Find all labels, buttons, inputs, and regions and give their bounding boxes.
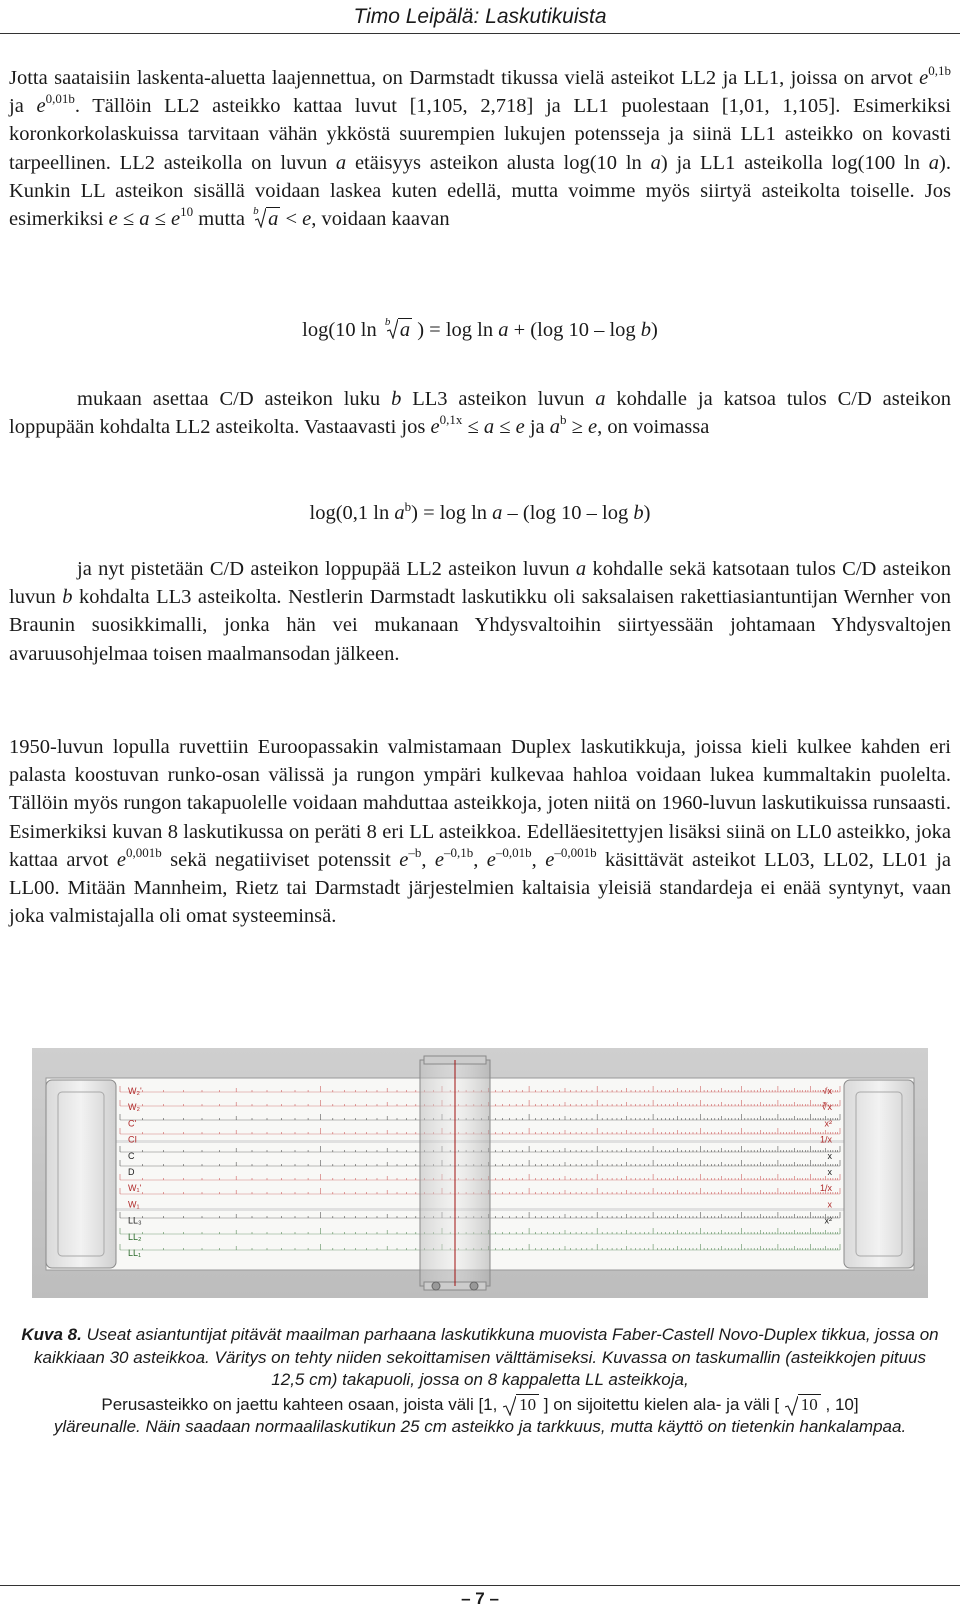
nth-root: b a bbox=[253, 205, 279, 231]
equation-2: log(0,1 $\ln a^b) = \log \ln a - (\log$ 10 – log b) bbox=[309, 499, 651, 524]
scale-label: W₁' bbox=[128, 1183, 142, 1194]
scale-label: CI bbox=[128, 1134, 137, 1145]
scale-label: ∛x bbox=[821, 1102, 832, 1113]
scale-label: x bbox=[827, 1167, 832, 1177]
header-rule bbox=[0, 33, 960, 34]
equation-1: log(10 ln b a ) = log ln a + (log 10 – log b) bbox=[0, 316, 960, 344]
scale-label: 1/x bbox=[819, 1183, 832, 1194]
scale-label: √x bbox=[822, 1086, 832, 1096]
scale-label: D bbox=[128, 1167, 135, 1177]
scale-label: C bbox=[128, 1150, 135, 1161]
square-root-10: 10 bbox=[502, 1394, 539, 1417]
scale-label: W₁ bbox=[128, 1199, 140, 1210]
paragraph-1: Jotta saataisiin laskenta-aluetta laajennettua, on Darmstadt tikussa vielä asteikot LL2 ja LL1, joissa on arvot $e^{0,1b}$ ja $e^{0,01b}$. Tällöin LL2 asteikko kattaa luvut [1,105, 2,718] ja LL1 puolestaan [1,01, 1,105]. Esimerkiksi koronkorkolaskuissa tarvitaan vähän ykköstä suurempien lukujen potensseja ja siinä LL1 asteikko on kovasti tarpeellinen. LL2 asteikolla on luvun a etäisyys asteikon alusta log(10 ln a) ja LL1 asteikolla log(100 ln a). Kunkin LL asteikon sisällä voidaan laskea kuten edellä, mutta voimme myös siirtyä asteikolta toiselle. Jos esimerkiksi $e \le a \le e^{10}$ mutta b a < e, voidaan kaavan bbox=[9, 64, 951, 233]
paragraph-4: 1950-luvun lopulla ruvettiin Euroopassakin valmistamaan Duplex laskutikkuja, joissa kieli kulkee kahden eri palasta koostuvan runko-osan välissä ja rungon ympäri kulkevaa hahloa voidaan lukea kummaltakin puolelta. Tällöin myös rungon takapuolelle voidaan mahduttaa asteikkoja, joten niitä on 1960-luvun laskutikuissa runsaasti. Esimerkiksi kuvan 8 laskutikussa on peräti 8 eri LL asteikkoa. Edelläesitettyjen lisäksi siinä on LL0 asteikko, joka kattaa arvot $e^{0,001b}$ sekä negatiiviset potenssit $e^{-b}$, $e^{-0,1b}$, $e^{-0,01b}$, $e^{-0,001b}$ käsittävät asteikot LL03, LL02, LL01 ja LL00. Mitään Mannheim, Rietz tai Darmstadt järjestelmien kaltaisia yleisiä standardeja ei enää syntynyt, vaan joka valmistajalla oli omat systeeminsä. bbox=[9, 736, 952, 928]
scale-label: x² bbox=[824, 1118, 832, 1129]
nth-root: b a bbox=[384, 316, 411, 341]
scale-label: LL₂ bbox=[128, 1231, 142, 1242]
running-header: Timo Leipälä: Laskutikuista bbox=[353, 5, 607, 28]
page-number: – 7 – bbox=[461, 1589, 499, 1608]
scale-label: x bbox=[827, 1199, 832, 1210]
scale-label: x bbox=[827, 1150, 832, 1161]
slide-rule-photo bbox=[32, 1048, 928, 1298]
figure-caption: Kuva 8. Useat asiantuntijat pitävät maailman parhaana laskutikkuna muovista Faber-Castell Novo-Duplex tikkua, jossa on kaikkiaan 30 asteikkoa. Väritys on tehty niiden sekoittamisen välttämiseksi. Kuvassa on taskumallin (asteikkojen pituus 12,5 cm) takapuoli, jossa on 8 kappaletta LL asteikkoja, Perusasteikko on jaettu kahteen osaan, joista väli [1, 10 ] on sijoitettu kielen ala- ja väli [ 10 , 10] yläreunalle. Näin saadaan normaalilaskutikun 25 cm asteikko ja tarkkuus, mutta käyttö on tietenkin hankalampaa. bbox=[21, 1325, 939, 1436]
scale-label: 1/x bbox=[819, 1134, 832, 1145]
scale-label: W₂ bbox=[128, 1102, 140, 1113]
paragraph-2: mukaan asettaa C/D asteikon luku b LL3 asteikon luvun a kohdalle ja katsoa tulos C/D asteikon loppupään kohdalta LL2 asteikolta. Vastaavasti jos $e^{0,1x} \le a \le e$ ja $a^b \ge e$, on voimassa bbox=[9, 388, 952, 439]
scale-label: C' bbox=[128, 1118, 137, 1129]
square-root-10: 10 bbox=[784, 1394, 821, 1417]
scale-label: LL₃ bbox=[128, 1215, 142, 1226]
scale-label: W₂' bbox=[128, 1086, 142, 1096]
scale-label: x² bbox=[824, 1215, 832, 1226]
paragraph-3: ja nyt pistetään C/D asteikon loppupää LL2 asteikon luvun a kohdalle sekä katsotaan tulos C/D asteikon luvun b kohdalta LL3 asteikolta. Nestlerin Darmstadt laskutikku oli saksalaisen rakettiasiantuntijan Wernher von Braunin suosikkimalli, jonka hän vei mukanaan Yhdysvaltoihin siirtyessään johtamaan Yhdysvaltojen avaruusohjelmaa toisen maalmansodan jälkeen. bbox=[9, 558, 951, 665]
scale-label: LL₁ bbox=[128, 1248, 142, 1258]
caption-label: Kuva 8. bbox=[21, 1325, 82, 1344]
